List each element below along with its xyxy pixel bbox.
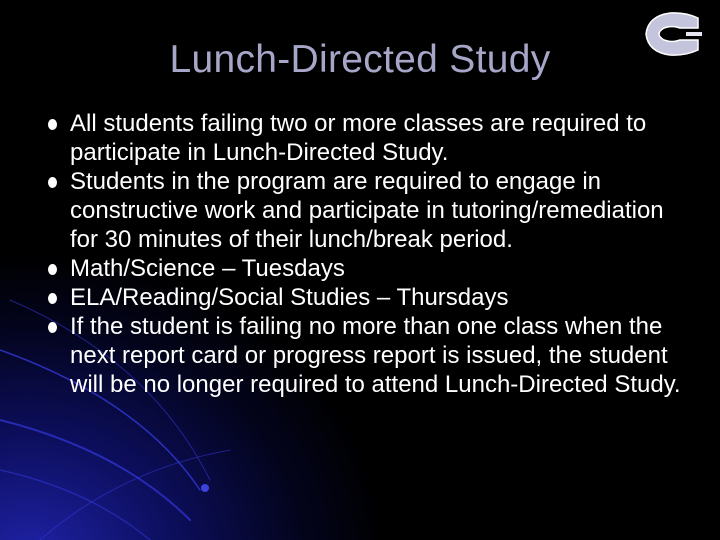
bullet-item [48, 312, 688, 399]
bullet-item [48, 254, 688, 283]
bullet-item [48, 167, 688, 254]
bullet-dot-icon [48, 177, 57, 188]
bullet-text: All students failing two or more classes are required to participate in Lunch-Directed Study. [70, 110, 647, 166]
bullet-dot-icon [48, 293, 57, 304]
slide-title: Lunch-Directed Study [169, 38, 551, 81]
bullet-text: If the student is failing no more than one class when the next report card or progress report is issued, the student will be no longer required to attend Lunch-Directed Study. [70, 313, 681, 398]
bullet-dot-icon [48, 322, 57, 333]
bullet-dot-icon [48, 119, 57, 130]
bullet-text: ELA/Reading/Social Studies – Thursdays [70, 284, 509, 311]
bullet-dot-icon [48, 264, 57, 275]
bullet-list [48, 109, 688, 399]
bullet-item [48, 283, 688, 312]
bullet-text: Math/Science – Tuesdays [70, 255, 345, 282]
bullet-item [48, 109, 688, 167]
bullet-text: Students in the program are required to engage in constructive work and participate in tutoring/remediation for 30 minutes of their lunch/break period. [70, 168, 664, 253]
